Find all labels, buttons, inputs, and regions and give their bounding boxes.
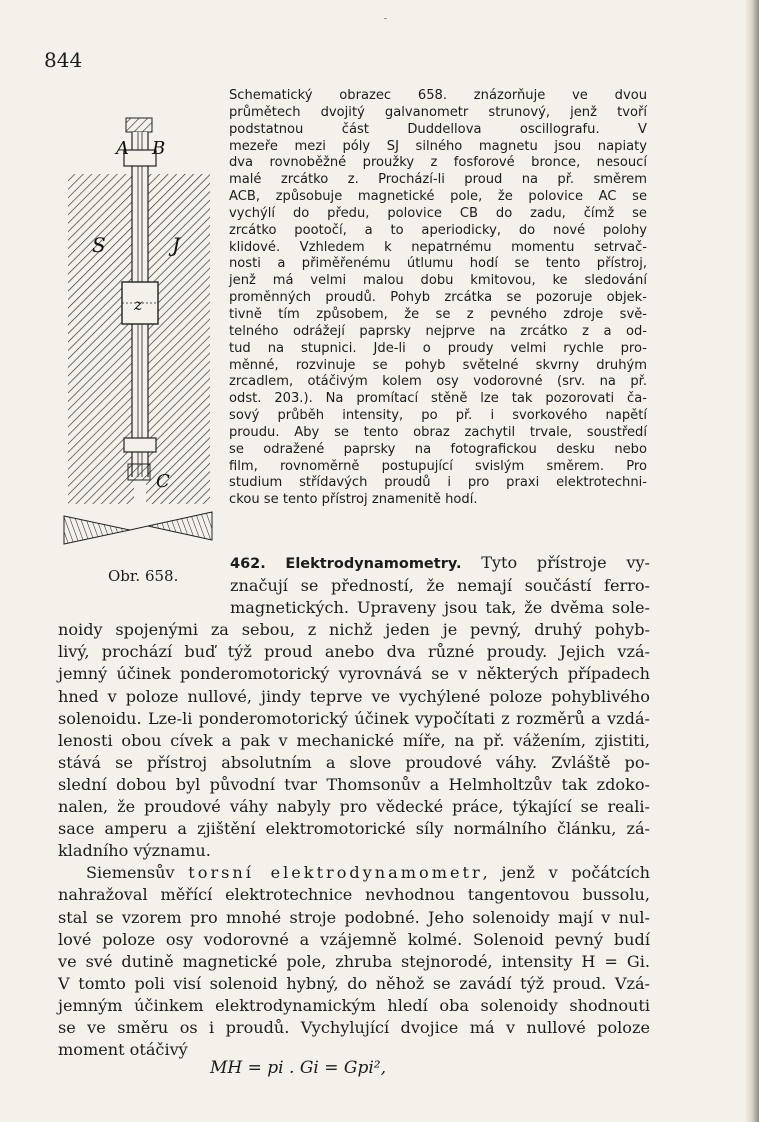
body-line: nahražoval měřící elektrotechnice nevhodnou tangentovou bussolu, xyxy=(58,885,650,905)
caption-line: tud na stupnici. Jde-li o proudy velmi rychle pro- xyxy=(229,340,647,356)
label-j: J xyxy=(172,233,181,257)
caption-line: zrcadlem, otáčivým kolem osy vodorovné (srv. na př. xyxy=(229,374,647,390)
section-title: 462. Elektrodynamometry. xyxy=(230,556,462,572)
bottom-clamp xyxy=(128,464,150,480)
formula: MH = pi . Gi = Gpi², xyxy=(210,1058,387,1078)
figure-caption: Obr. 658. xyxy=(108,567,179,585)
section-462 xyxy=(58,552,650,1061)
caption-line: ACB, způsobuje magnetické pole, že polovice AC se xyxy=(229,189,647,205)
caption-line: mezeře mezi póly SJ silného magnetu jsou napiaty xyxy=(229,138,647,154)
caption-line: ckou se tento přístroj znamenitě hodí. xyxy=(229,492,478,508)
label-z: z xyxy=(134,295,143,314)
caption-line: malé zrcátko z. Prochází-li proud na př. směrem xyxy=(229,172,647,188)
body-line: noidy spojenými za sebou, z nichž jeden je pevný, druhý pohyb- xyxy=(58,620,650,640)
caption-line: měnné, rozvinuje se pohyb světelné skvrny druhým xyxy=(229,357,647,373)
body-line: lenosti obou cívek a pak v mechanické míře, na př. vážením, zjistiti, xyxy=(58,730,650,750)
caption-line: vychýlí do předu, polovice CB do zadu, čímž se xyxy=(229,205,647,221)
body-line: lové poloze osy vodorovné a vzájemně kolmé. Solenoid pevný budí xyxy=(58,929,650,949)
body-line: ve své dutině magnetické pole, zhruba stejnorodé, intensity H = Gi. xyxy=(58,951,650,971)
body-line: jemný účinek ponderomotorický vyrovnává se v některých případech xyxy=(58,664,650,684)
body-line: solenoidu. Lze-li ponderomotorický účinek vypočítati z rozměrů a vzdá- xyxy=(58,708,650,728)
caption-line: jenž má velmi malou dobu kmitovou, ke sledování xyxy=(229,273,647,289)
caption-line: zrcátko pootočí, a to aperiodicky, do nové polohy xyxy=(229,222,647,238)
galvanometer-diagram xyxy=(60,112,220,552)
body-line: se ve směru os i proudů. Vychylující dvojice má v nullové poloze xyxy=(58,1017,650,1037)
label-a: A xyxy=(116,138,129,159)
label-s: S xyxy=(92,233,106,257)
caption-line: podstatnou část Duddellova oscillografu. V xyxy=(229,121,647,137)
para2-first-line xyxy=(58,862,650,884)
body-line: V tomto poli visí solenoid hybný, do něhož se zavádí týž proud. Vzá- xyxy=(58,973,650,993)
caption-line: nosti a přiměřenému útlumu hodí se tento přístroj, xyxy=(229,256,647,272)
para2-spaced-term: torsní elektrodynamometr xyxy=(188,863,483,883)
lower-wedge-left xyxy=(64,516,130,544)
body-line: livý, prochází buď týž proud anebo dva různé proudy. Jejich vzá- xyxy=(58,642,650,662)
page-number: 844 xyxy=(44,48,83,72)
body-line: sace amperu a zjištění elektromotorické síly normálního článku, zá- xyxy=(58,819,650,839)
para2-lead: Siemensův xyxy=(86,863,189,883)
caption-line: studium střídavých proudů i pro praxi elektrotechni- xyxy=(229,475,647,491)
label-b: B xyxy=(152,138,166,159)
body-line: stal se vzorem pro mnohé stroje podobné. Jeho solenoidy mají v nul- xyxy=(58,907,650,927)
body-line: stává se přístroj absolutním a slove proudové váhy. Zvláště po- xyxy=(58,752,650,772)
caption-line: dva rovnoběžné proužky z fosforové bronce, nesoucí xyxy=(229,155,647,171)
para2-lead-rest: , jenž v počátcích xyxy=(482,863,650,883)
figure-description xyxy=(229,88,647,509)
label-c: C xyxy=(156,471,170,492)
section-title-rest: Tyto přístroje vy- xyxy=(461,553,650,572)
body-line: hned v poloze nullové, jindy teprve ve vychýlené poloze pohyblivého xyxy=(58,686,650,706)
top-clamp xyxy=(126,118,152,132)
top-mark xyxy=(384,18,387,19)
body-line: jemným účinkem elektrodynamickým hledí oba solenoidy shodnouti xyxy=(58,995,650,1015)
pole-s xyxy=(68,174,134,504)
body-line: moment otáčivý xyxy=(58,1040,188,1060)
caption-line: telného odrážejí paprsky nejprve na zrcátko z a od- xyxy=(229,323,647,339)
caption-line: proudu. Aby se tento obraz zachytil trvale, soustředí xyxy=(229,424,647,440)
body-line: kladního významu. xyxy=(58,841,211,861)
section-heading-line xyxy=(58,552,650,575)
figure-galvanometer xyxy=(60,112,220,552)
body-line: magnetických. Upraveny jsou tak, že dvěma sole- xyxy=(230,598,650,618)
page-edge-shadow xyxy=(745,0,759,1122)
caption-line: se odražené paprsky na fotografickou desku nebo xyxy=(229,441,647,457)
caption-line: film, rovnoměrně postupující svislým směrem. Pro xyxy=(229,458,647,474)
body-line: nalen, že proudové váhy nabyly pro vědecké práce, týkající se reali- xyxy=(58,797,650,817)
pole-j xyxy=(146,174,210,504)
lower-wedge-right xyxy=(148,512,212,540)
caption-line: Schematický obrazec 658. znázorňuje ve dvou xyxy=(229,88,647,103)
body-line: slední dobou byl původní tvar Thomsonův a Helmholtzův tak zdoko- xyxy=(58,774,650,794)
caption-line: odst. 203.). Na promítací stěně lze tak pozorovati ča- xyxy=(229,391,647,407)
caption-line: klidové. Vzhledem k nepatrnému momentu setrvač- xyxy=(229,239,647,255)
body-line: značují se předností, že nemají součástí ferro- xyxy=(230,576,650,596)
caption-line: tivně tím způsobem, že se z pevného zdroje svě- xyxy=(229,306,647,322)
caption-line: průmětech dvojitý galvanometr strunový, jenž tvoří xyxy=(229,104,647,120)
caption-line: sový průběh intensity, po př. i svorkového napětí xyxy=(229,408,647,424)
caption-line: proměnných proudů. Pohyb zrcátka se pozoruje objek- xyxy=(229,290,647,306)
